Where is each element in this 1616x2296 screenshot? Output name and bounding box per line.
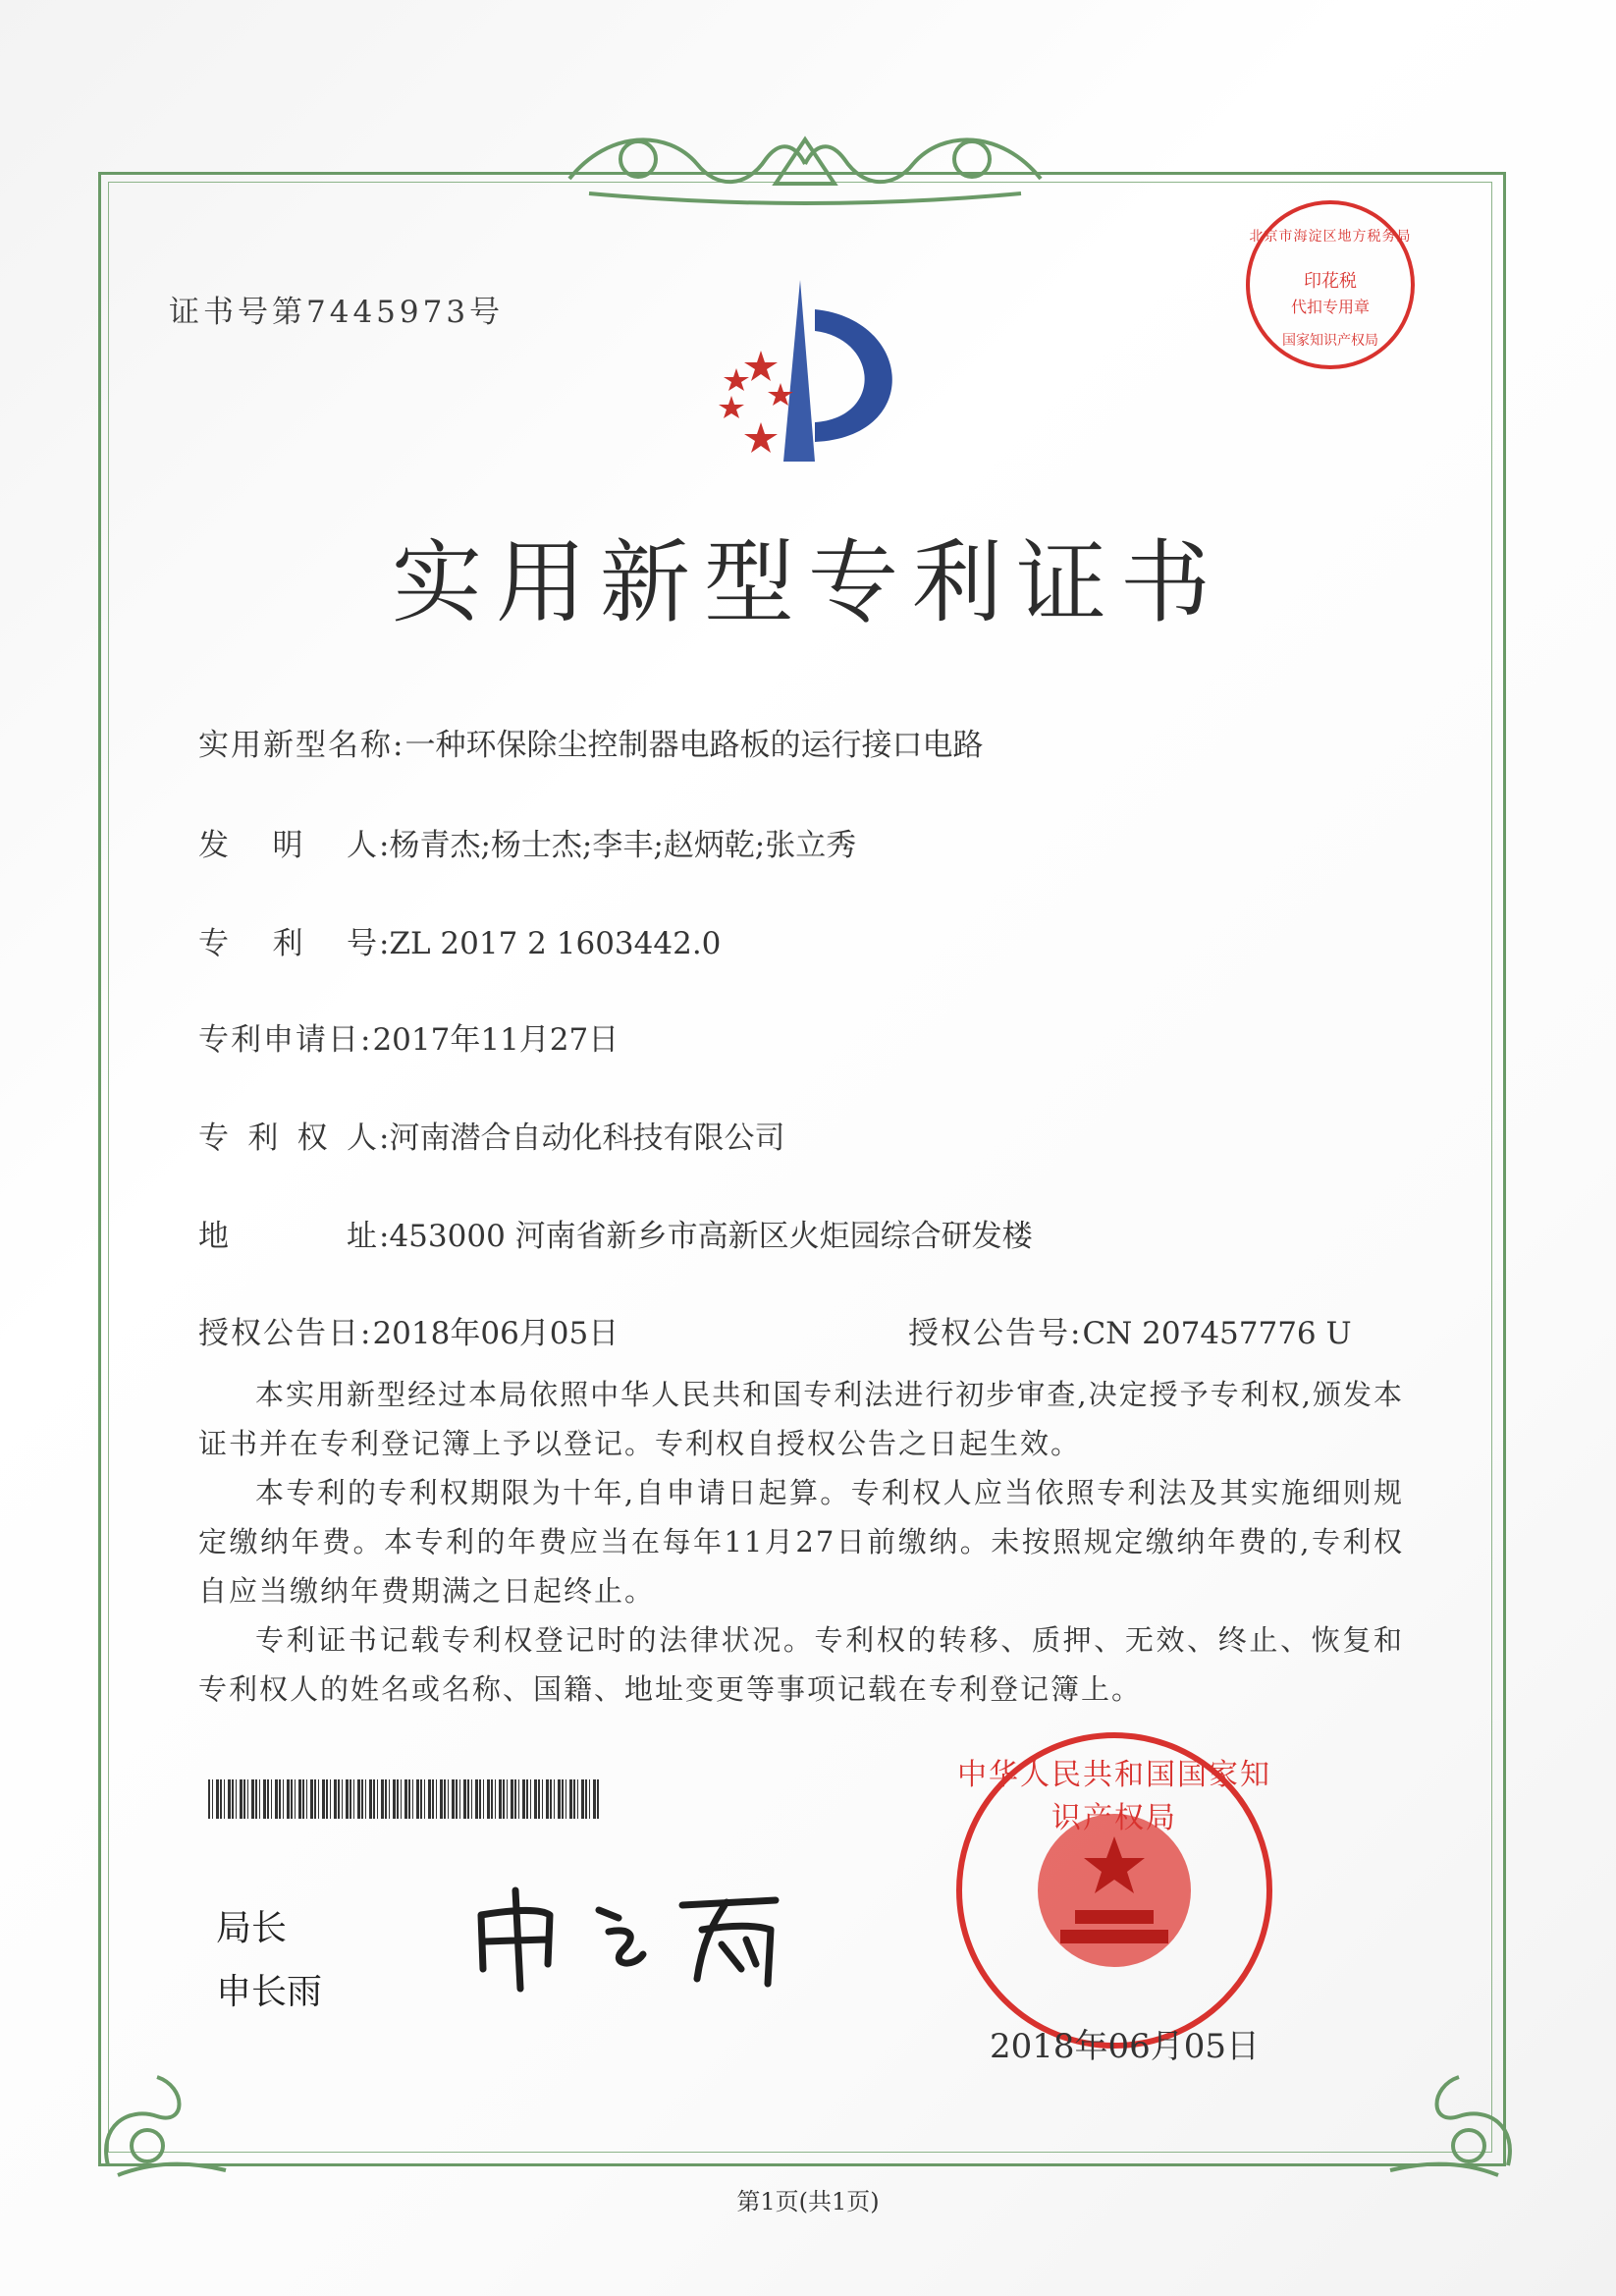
seal-text: 中华人民共和国国家知识产权局 — [957, 1758, 1271, 1835]
page-number: 第1页(共1页) — [736, 2188, 880, 2215]
body-paragraph: 专利证书记载专利权登记时的法律状况。专利权的转移、质押、无效、终止、恢复和专利权人的姓名或名称、国籍、地址变更等事项记载在专利登记簿上。 — [198, 1623, 1404, 1706]
certificate-body — [198, 1370, 1404, 1714]
field-filing-date — [198, 1014, 619, 1059]
field-label: 授权公告号: — [908, 1316, 1083, 1351]
field-inventor: 发 明 人 :杨青杰;杨士杰;李丰;赵炳乾;张立秀 — [198, 820, 856, 864]
field-label: 发 明 人 — [198, 828, 379, 863]
field-value: 一种环保除尘控制器电路板的运行接口电路 — [404, 728, 984, 763]
seal-date: 2018年06月05日 — [990, 2027, 1261, 2066]
field-value: 453000 河南省新乡市高新区火炬园综合研发楼 — [389, 1219, 1033, 1254]
corner-ornament-right-icon — [1371, 2048, 1528, 2185]
field-patentee: 专 利 权 人 :河南潜合自动化科技有限公司 — [198, 1113, 784, 1157]
top-ornament-icon — [550, 120, 1060, 208]
field-label: 地 址 — [198, 1219, 379, 1254]
tax-seal-outer-text: 北京市海淀区地方税务局 — [1249, 229, 1412, 245]
certificate-number: 证书号第7445973号 — [169, 295, 505, 330]
field-value: 杨青杰;杨士杰;李丰;赵炳乾;张立秀 — [389, 828, 857, 863]
field-label: 专利申请日: — [198, 1022, 373, 1058]
field-label: 专 利 号 — [198, 926, 379, 961]
tax-seal-inner-text-2: 代扣专用章 — [1290, 298, 1370, 316]
field-value: 河南潜合自动化科技有限公司 — [389, 1121, 785, 1156]
signatory-title: 局长 — [216, 1908, 288, 1948]
handwritten-signature — [461, 1871, 815, 1998]
cnipa-logo-icon — [668, 270, 933, 466]
field-utility-model-name — [198, 720, 983, 764]
document-title: 实用新型专利证书 — [391, 530, 1224, 635]
field-grant-number — [908, 1308, 1352, 1352]
tax-seal-bottom-text: 国家知识产权局 — [1282, 333, 1378, 349]
barcode — [208, 1779, 601, 1819]
body-paragraph: 本专利的专利权期限为十年,自申请日起算。专利权人应当依照专利法及其实施细则规定缴纳年费。本专利的年费应当在每年11月27日前缴纳。未按照规定缴纳年费的,专利权自应当缴纳年费期满之日起终止。 — [198, 1476, 1404, 1608]
field-address: 地 址 :453000 河南省新乡市高新区火炬园综合研发楼 — [198, 1211, 1033, 1255]
field-value: 2018年06月05日 — [372, 1316, 619, 1351]
field-label: 专 利 权 人 — [198, 1121, 379, 1156]
field-label: 实用新型名称: — [198, 728, 405, 763]
field-grant-date — [198, 1308, 619, 1352]
official-seal — [952, 1728, 1276, 2052]
field-label: 授权公告日: — [198, 1316, 373, 1351]
field-value: ZL 2017 2 1603442.0 — [389, 926, 722, 961]
tax-stamp-seal — [1242, 196, 1419, 373]
border-frame-inner — [108, 182, 1492, 2153]
signatory-name: 申长雨 — [216, 1972, 323, 2012]
field-value: CN 207457776 U — [1082, 1316, 1352, 1351]
field-patent-number: 专 利 号 :ZL 2017 2 1603442.0 — [198, 918, 721, 962]
body-paragraph: 本实用新型经过本局依照中华人民共和国专利法进行初步审查,决定授予专利权,颁发本证书并在专利登记簿上予以登记。专利权自授权公告之日起生效。 — [198, 1378, 1404, 1460]
corner-ornament-left-icon — [88, 2048, 245, 2185]
tax-seal-inner-text-1: 印花税 — [1304, 271, 1357, 292]
field-value: 2017年11月27日 — [372, 1022, 619, 1058]
